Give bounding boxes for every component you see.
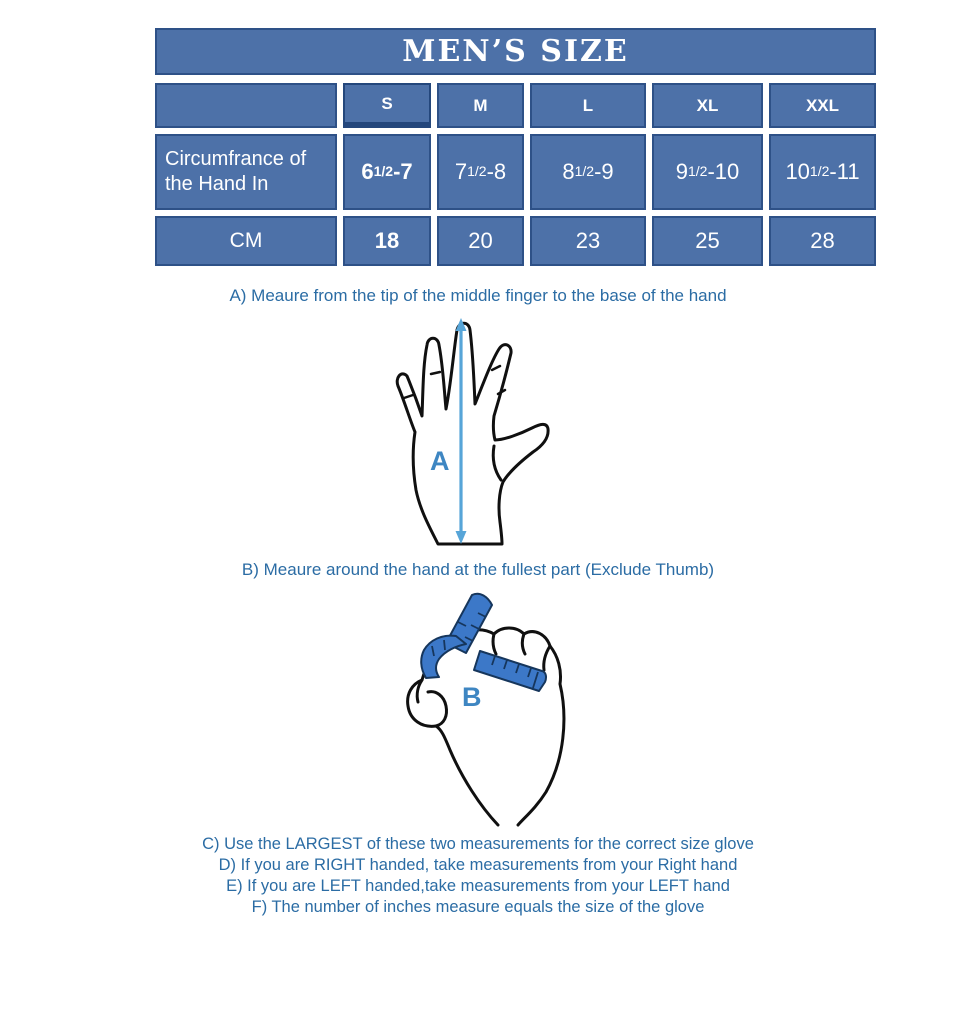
col-header-xxl: XXL — [769, 83, 876, 128]
note-e: E) If you are LEFT handed,take measurements from your LEFT hand — [226, 877, 730, 895]
value-segment: 6 — [361, 159, 374, 184]
value-segment: 8 — [562, 159, 575, 184]
value-fraction: 1/2 — [574, 163, 595, 179]
inches-value-s — [343, 134, 431, 210]
cm-value-xxl: 28 — [769, 216, 876, 266]
cm-value-m: 20 — [437, 216, 524, 266]
note-f: F) The number of inches measure equals the size of the glove — [251, 898, 705, 916]
instructions-block — [0, 834, 956, 918]
note-b: B) Meaure around the hand at the fullest part (Exclude Thumb) — [241, 560, 715, 579]
note-c: C) Use the LARGEST of these two measurements for the correct size glove — [202, 835, 754, 853]
corner-cell — [155, 83, 337, 128]
size-table — [155, 28, 876, 266]
col-header-m: M — [437, 83, 524, 128]
note-d: D) If you are RIGHT handed, take measurements from your Right hand — [218, 856, 738, 874]
fist-circumference-diagram — [366, 588, 586, 828]
hand-length-diagram — [352, 312, 602, 547]
col-header-xl: XL — [652, 83, 763, 128]
value-fraction: 1/2 — [467, 163, 487, 179]
col-header-l: L — [530, 83, 646, 128]
value-fraction: 1/2 — [687, 163, 708, 179]
value-segment: -8 — [486, 159, 507, 184]
table-title: MEN’S SIZE — [155, 28, 876, 75]
value-segment: -11 — [829, 159, 860, 184]
value-segment: 7 — [454, 159, 468, 184]
size-grid — [155, 83, 876, 266]
inches-value-xxl — [769, 134, 876, 210]
note-a: A) Meaure from the tip of the middle finger to the base of the hand — [229, 286, 727, 305]
value-segment: -10 — [707, 159, 740, 184]
cm-value-s: 18 — [343, 216, 431, 266]
value-fraction: 1/2 — [373, 163, 394, 179]
hand-outline — [397, 323, 548, 544]
value-segment: 9 — [675, 159, 688, 184]
col-header-s: S — [343, 83, 431, 128]
cm-value-xl: 25 — [652, 216, 763, 266]
cm-value-l: 23 — [530, 216, 646, 266]
row-label-cm: CM — [155, 216, 337, 266]
inches-value-xl — [652, 134, 763, 210]
inches-value-m — [437, 134, 524, 210]
row-label-inches: Circumfrance of the Hand In — [155, 134, 337, 210]
hand-label-a: A — [430, 446, 450, 476]
value-segment: -9 — [594, 159, 614, 184]
value-fraction: 1/2 — [809, 163, 830, 179]
fist-label-b: B — [462, 682, 482, 712]
value-segment: -7 — [393, 159, 413, 184]
inches-value-l — [530, 134, 646, 210]
value-segment: 10 — [785, 159, 810, 184]
